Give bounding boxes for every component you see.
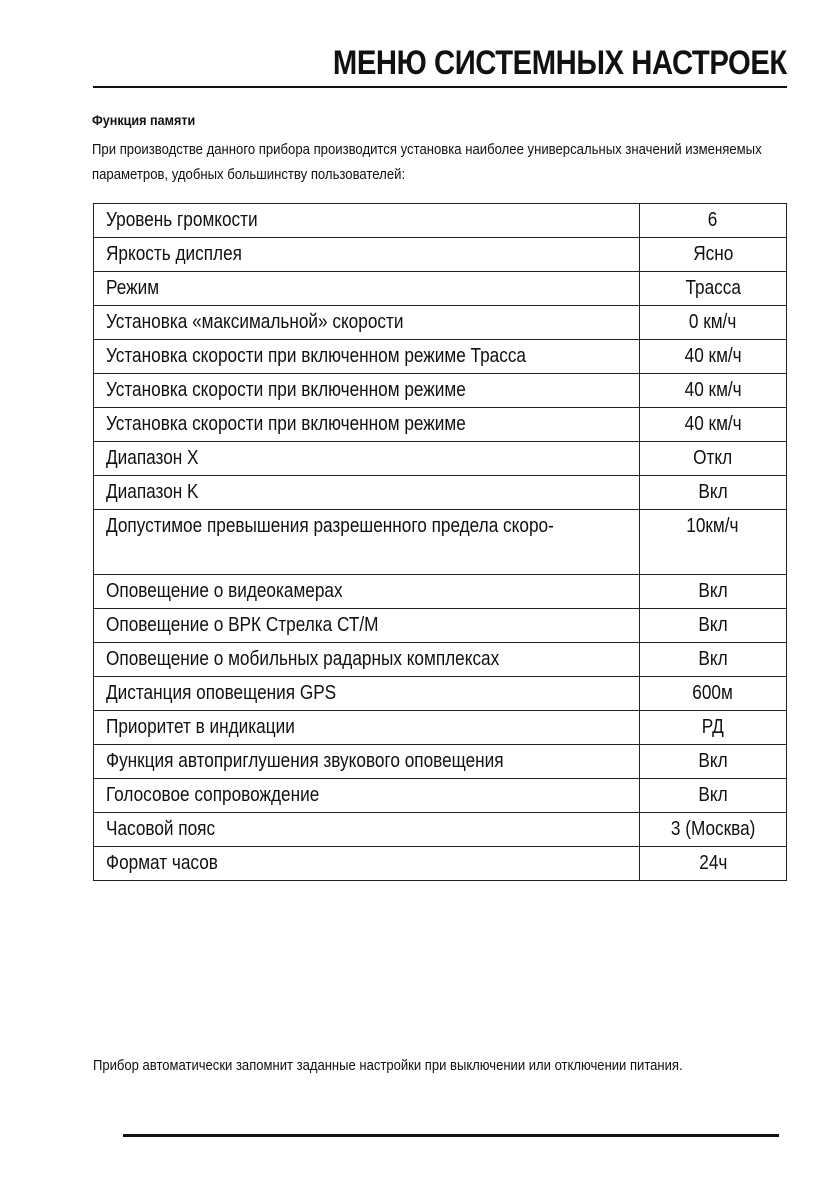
table-row [94,847,787,881]
table-row [94,272,787,306]
value-cell [639,272,786,306]
table-row [94,677,787,711]
param-cell [94,238,640,272]
param-label: Установка скорости при включенном режиме [106,413,466,435]
table-row [94,374,787,408]
param-cell [94,374,640,408]
param-value: 3 (Москва) [670,818,756,840]
param-value: 24ч [698,852,727,874]
param-cell [94,813,640,847]
section-heading: Функция памяти [92,112,196,128]
footer-note: Прибор автоматически запомнит заданные настройки при выключении или отключении питания. [93,1058,683,1074]
param-label: Уровень громкости [106,209,258,231]
param-cell [94,677,640,711]
param-label: Голосовое сопровождение [106,784,320,806]
param-label: Оповещение о мобильных радарных комплексах [106,648,500,670]
param-label: Приоритет в индикации [106,716,295,738]
param-label: Формат часов [106,852,218,874]
bottom-divider [123,1134,779,1137]
table-row [94,306,787,340]
param-value: РД [701,716,724,738]
param-label: Дистанция оповещения GPS [106,682,337,704]
table-row [94,779,787,813]
value-cell [639,575,786,609]
table-row [94,340,787,374]
value-cell [639,442,786,476]
param-cell [94,643,640,677]
value-cell [639,510,786,575]
param-label: Установка скорости при включенном режиме Трасса [106,345,526,367]
param-cell [94,575,640,609]
param-value: Вкл [698,750,728,772]
settings-table [93,203,787,881]
param-cell [94,340,640,374]
param-value: Вкл [698,580,728,602]
table-row [94,643,787,677]
table-row [94,238,787,272]
value-cell [639,340,786,374]
table-row [94,476,787,510]
title-divider [93,86,787,88]
param-label: Диапазон X [106,447,199,469]
param-value: Вкл [698,481,728,503]
value-cell [639,238,786,272]
param-cell [94,745,640,779]
table-row [94,442,787,476]
value-cell [639,745,786,779]
param-label: Часовой пояс [106,818,216,840]
table-row [94,745,787,779]
param-cell [94,609,640,643]
value-cell [639,408,786,442]
param-cell [94,510,640,575]
value-cell [639,643,786,677]
table-row [94,575,787,609]
table-row [94,408,787,442]
value-cell [639,847,786,881]
param-label: Яркость дисплея [106,243,242,265]
param-cell [94,408,640,442]
param-cell [94,711,640,745]
param-cell [94,847,640,881]
value-cell [639,779,786,813]
param-cell [94,442,640,476]
param-value: 40 км/ч [684,345,742,367]
param-label: Режим [106,277,160,299]
param-value: Вкл [698,784,728,806]
param-value: 6 [708,209,718,231]
value-cell [639,476,786,510]
param-value: 600м [692,682,734,704]
table-row [94,813,787,847]
param-label: Оповещение о видеокамерах [106,580,343,602]
param-label: Диапазон K [106,481,199,503]
table-row [94,204,787,238]
param-cell [94,779,640,813]
table-row [94,609,787,643]
value-cell [639,813,786,847]
param-value: 40 км/ч [684,413,742,435]
value-cell [639,204,786,238]
table-row [94,711,787,745]
value-cell [639,711,786,745]
param-label: Допустимое превышения разрешенного предела скоро- [106,515,554,537]
param-label: Установка скорости при включенном режиме [106,379,466,401]
param-label: Оповещение о ВРК Стрелка СТ/М [106,614,379,636]
param-value: 10км/ч [686,515,739,537]
param-value: Вкл [698,648,728,670]
param-value: Трасса [685,277,741,299]
value-cell [639,306,786,340]
param-cell [94,272,640,306]
value-cell [639,609,786,643]
param-value: 0 км/ч [689,311,737,333]
table-row [94,510,787,575]
param-value: Откл [693,447,733,469]
value-cell [639,374,786,408]
param-value: 40 км/ч [684,379,742,401]
value-cell [639,677,786,711]
param-value: Ясно [692,243,733,265]
param-cell [94,306,640,340]
intro-paragraph: При производстве данного прибора производится установка наиболее универсальных значений изменяемых параметров, удобных большинству пользователей: [92,142,762,183]
param-value: Вкл [698,614,728,636]
param-label: Установка «максимальной» скорости [106,311,404,333]
param-cell [94,204,640,238]
param-label: Функция автоприглушения звукового оповещения [106,750,504,772]
param-cell [94,476,640,510]
page-title: МЕНЮ СИСТЕМНЫХ НАСТРОЕК [333,44,787,82]
